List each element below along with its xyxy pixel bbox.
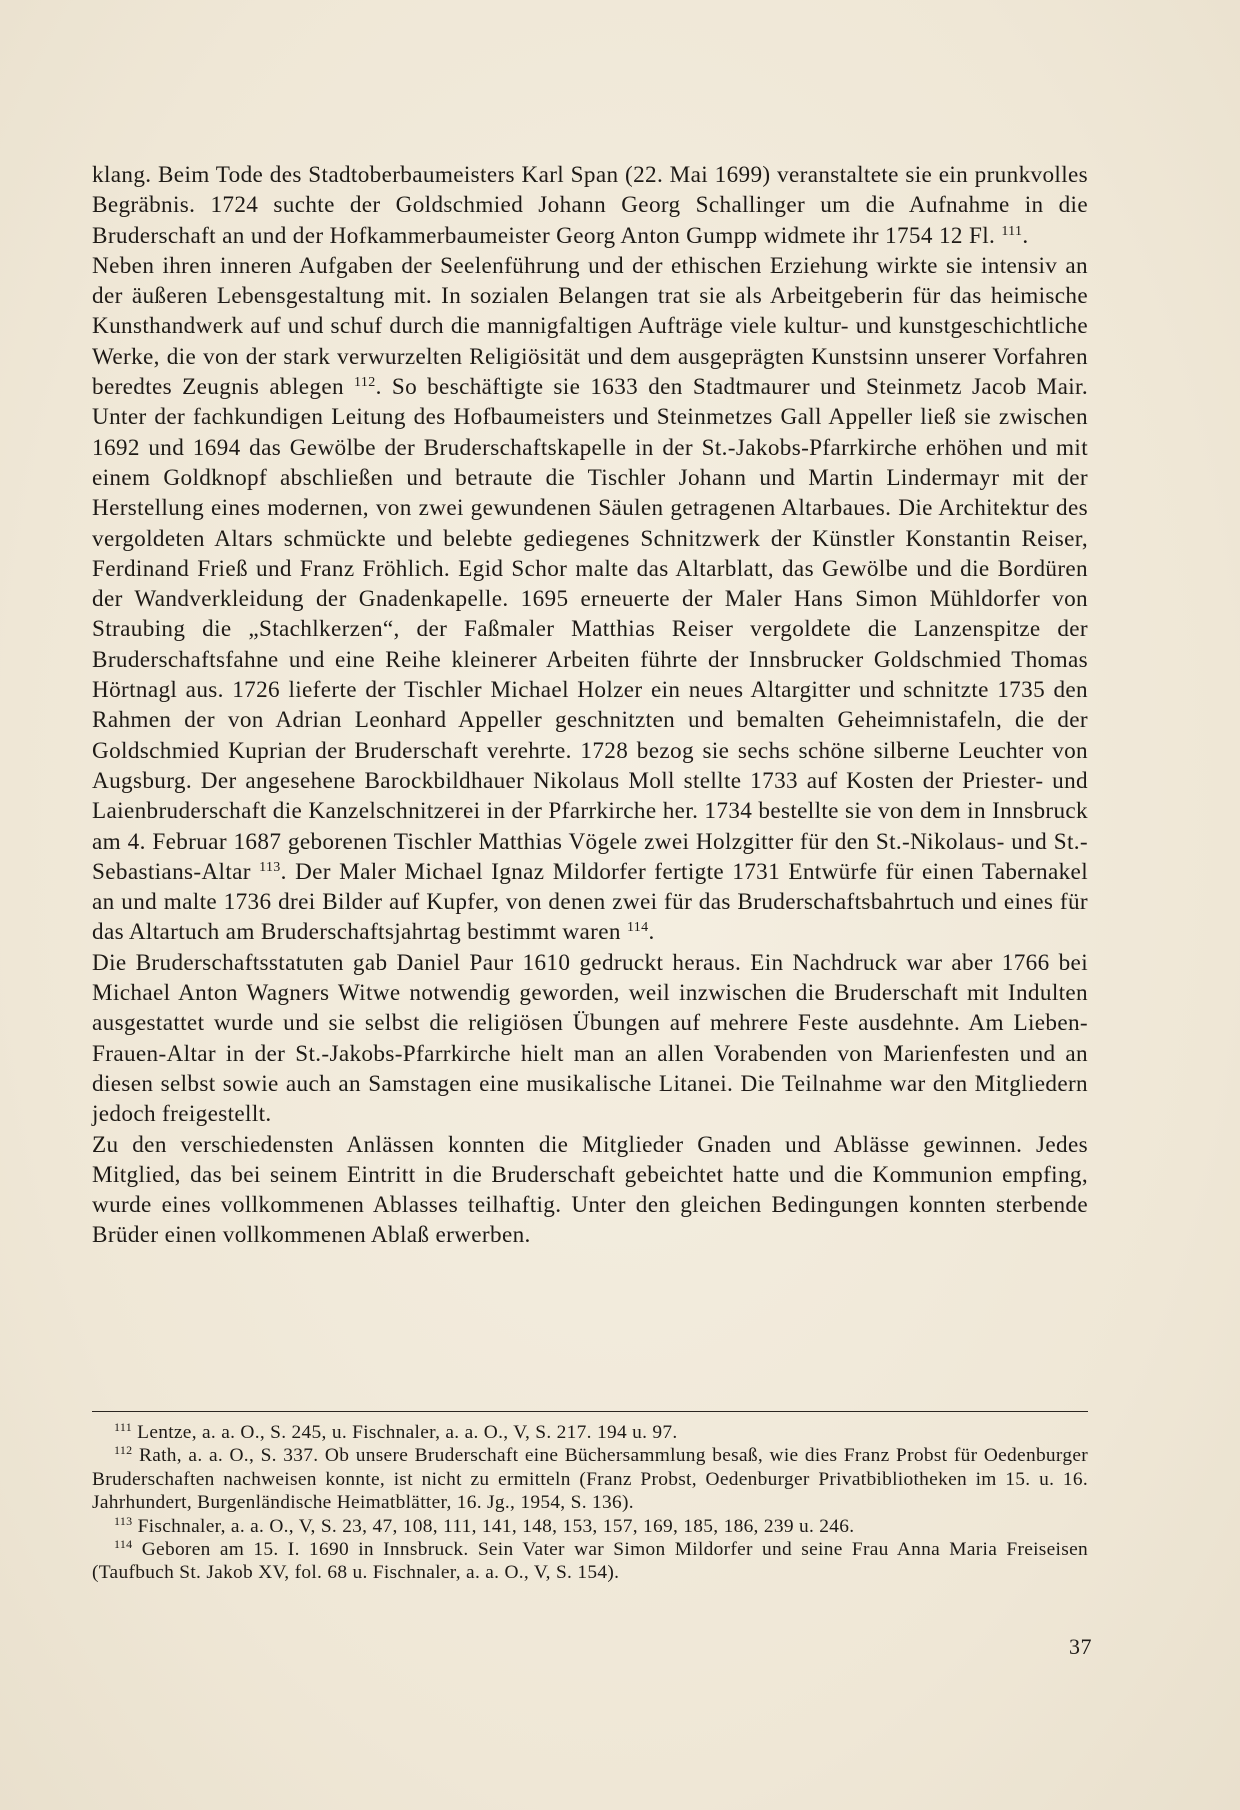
footnote (92, 1421, 1088, 1444)
text-run: . (1022, 222, 1029, 249)
paragraph (92, 1130, 1088, 1251)
footnote-number: 114 (114, 1537, 133, 1552)
text-run: klang. Beim Tode des Stadtoberbaumeisters Karl Span (22. Mai 1699) veranstaltete sie ein prunkvolles Begräbnis. 1724 suchte der Goldschmied Johann Georg Schallinger um die Aufnahme in die Bruderschaft an und der Hofkammerbaumeister Georg Anton Gumpp widmete ihr 1754 12 Fl. (92, 162, 1088, 249)
footnote-text: Lentze, a. a. O., S. 245, u. Fischnaler, a. a. O., V, S. 217. 194 u. 97. (137, 1422, 678, 1443)
text-run: Die Bruderschaftsstatuten gab Daniel Paur 1610 gedruckt heraus. Ein Nachdruck war aber 1766 bei Michael Anton Wagners Witwe notwendig geworden, weil inzwischen die Bruderschaft mit Indulten ausgestattet wurde und sie selbst die religiösen Übungen auf mehrere Feste ausdehnte. Am Lieben-Frauen-Altar in der St.-Jakobs-Pfarrkirche hielt man an allen Vorabenden von Marienfesten und an diesen selbst sowie auch an Samstagen eine musikalische Litanei. Die Teilnahme war den Mitgliedern jedoch freigestellt. (92, 949, 1088, 1128)
footnote-ref: 111 (1001, 223, 1023, 239)
footnote-number: 113 (114, 1513, 133, 1528)
footnote-number: 111 (114, 1420, 133, 1434)
footnote-divider (92, 1411, 1088, 1412)
footnote (92, 1538, 1088, 1585)
main-text (92, 160, 1088, 1251)
footnote-number: 112 (114, 1443, 133, 1458)
text-run: Zu den verschiedensten Anlässen konnten die Mitglieder Gnaden und Ablässe gewinnen. Jedes Mitglied, das bei seinem Eintritt in die Bruderschaft gebeichtet hatte und die Kommunion empfing, wurde eines vollkommenen Ablasses teilhaftig. Unter den gleichen Bedingungen konnten sterbende Brüder einen vollkommenen Ablaß erwerben. (92, 1131, 1088, 1249)
text-run: . (648, 919, 655, 946)
footnote (92, 1515, 1088, 1538)
text-run: . So beschäftigte sie 1633 den Stadtmaurer und Steinmetz Jacob Mair. Unter der fachkundigen Leitung des Hofbaumeisters und Steinmetzes Gall Appeller ließ sie zwischen 1692 und 1694 das Gewölbe der Bruderschaftskapelle in der St.-Jakobs-Pfarrkirche erhöhen und mit einem Goldknopf abschließen und betraute die Tischler Johann und Martin Lindermayr mit der Herstellung eines modernen, von zwei gewundenen Säulen getragenen Altarbaues. Die Architektur des vergoldeten Altars schmückte und belebte gediegenes Schnitzwerk der Künstler Konstantin Reiser, Ferdinand Frieß und Franz Fröhlich. Egid Schor malte das Altarblatt, das Gewölbe und die Bordüren der Wandverkleidung der Gnadenkapelle. 1695 erneuerte der Maler Hans Simon Mühldorfer von Straubing die „Stachlkerzen“, der Faßmaler Matthias Reiser vergoldete die Lanzenspitze der Bruderschaftsfahne und eine Reihe kleinerer Arbeiten führte der Innsbrucker Goldschmied Thomas Hörtnagl aus. 1726 lieferte der Tischler Michael Holzer ein neues Altargitter und schnitzte 1735 den Rahmen der von Adrian Leonhard Appeller geschnitzten und bemalten Geheimnistafeln, die der Goldschmied Kuprian der Bruderschaft verehrte. 1728 bezog sie sechs schöne silberne Leuchter von Augsburg. Der angesehene Barockbildhauer Nikolaus Moll stellte 1733 auf Kosten der Priester- und Laienbruderschaft die Kanzelschnitzerei in der Pfarrkirche her. 1734 bestellte sie von dem in Innsbruck am 4. Februar 1687 geborenen Tischler Matthias Vögele zwei Holzgitter für den St.-Nikolaus- und St.-Sebastians-Altar (92, 374, 1088, 885)
text-run: . Der Maler Michael Ignaz Mildorfer fertigte 1731 Entwürfe für einen Tabernakel an und malte 1736 drei Bilder auf Kupfer, von denen zwei für das Bruderschaftsbahrtuch und eines für das Altartuch am Bruderschaftsjahrtag bestimmt waren (92, 858, 1088, 946)
paragraph (92, 251, 1088, 948)
footnote (92, 1444, 1088, 1514)
footnote-ref: 113 (259, 859, 281, 875)
paragraph (92, 948, 1088, 1130)
footnote-text: Geboren am 15. I. 1690 in Innsbruck. Sein Vater war Simon Mildorfer und seine Frau Anna Maria Freiseisen (Taufbuch St. Jakob XV, fol. 68 u. Fischnaler, a. a. O., V, S. 154). (92, 1539, 1088, 1584)
footnote-text: Rath, a. a. O., S. 337. Ob unsere Bruderschaft eine Büchersammlung besaß, wie dies Franz Probst für Oedenburger Bruderschaften nachweisen konnte, ist nicht zu ermitteln (Franz Probst, Oedenburger Privatbibliotheken im 15. u. 16. Jahrhundert, Burgenländische Heimatblätter, 16. Jg., 1954, S. 136). (92, 1445, 1088, 1514)
footnote-text: Fischnaler, a. a. O., V, S. 23, 47, 108, 111, 141, 148, 153, 157, 169, 185, 186, 239 u. 246. (137, 1515, 855, 1537)
text-run: Neben ihren inneren Aufgaben der Seelenführung und der ethischen Erziehung wirkte sie intensiv an der äußeren Lebensgestaltung mit. In sozialen Belangen trat sie als Arbeitgeberin für das heimische Kunsthandwerk auf und schuf durch die mannigfaltigen Aufträge viele kultur- und kunstgeschichtliche Werke, die von der stark verwurzelten Religiösität und dem ausgeprägten Kunstsinn unserer Vorfahren beredtes Zeugnis ablegen (92, 252, 1088, 401)
footnote-ref: 112 (354, 375, 376, 391)
footnote-ref: 114 (626, 920, 649, 936)
page-number: 37 (1069, 1634, 1092, 1659)
paragraph (92, 160, 1088, 251)
footnotes (92, 1421, 1088, 1585)
